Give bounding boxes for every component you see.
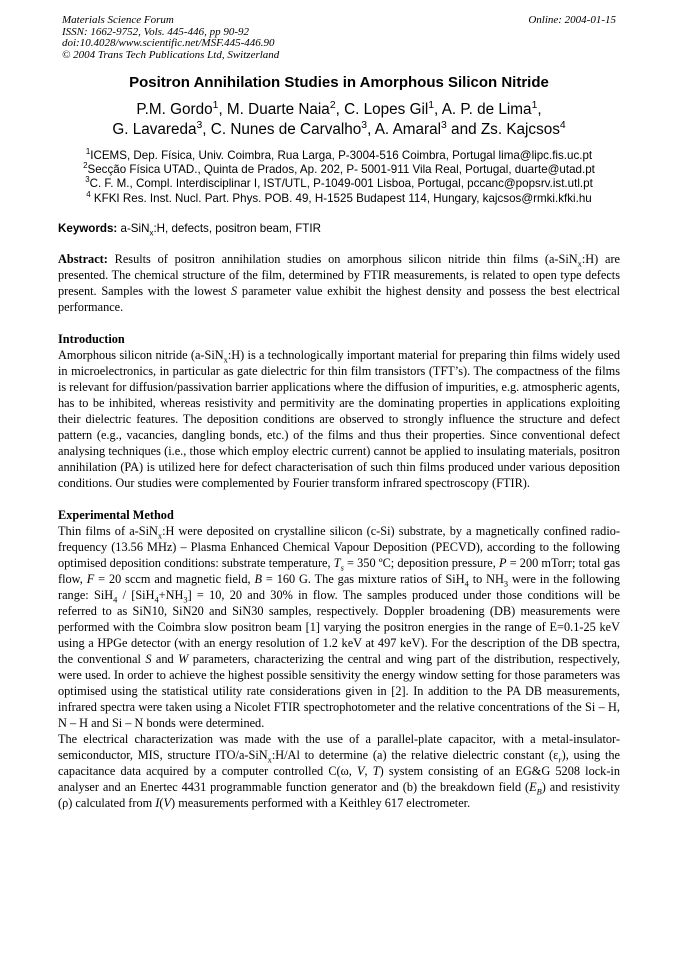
paragraph-text: ( [159,796,164,810]
journal-name: Materials Science Forum [62,14,174,26]
symbol-w-parameter: W [178,652,189,666]
paragraph-text: = 20 sccm and magnetic field, [94,572,255,586]
paragraph-text: parameters, characterizing the central and wing part of the distribution, respectively, were used. In order to achieve the highest possible sensitivity the energy window setting for those parameters was optimised using the statistical utility rate considerations given in [2]. In addition to the PA DB measurements, infrared spectra were taken using a Nicolet FTIR spectrophotometer and the relative concentrations of the Si – H, N – H and Si – N bonds were determined. [58,652,621,730]
abstract-text: Results of positron annihilation studies on amorphous silicon nitride thin films (a-SiN [107,252,578,266]
affiliation-item [0,163,678,177]
author-name: , C. Lopes Gil [335,101,429,118]
paragraph-text: Amorphous silicon nitride (a-SiN [58,348,224,362]
author-name: , C. Nunes de Carvalho [202,121,362,138]
author-name: , A. Amaral [367,121,442,138]
affiliation-mark: 1 [85,147,91,157]
section-heading-experimental: Experimental Method [58,508,174,522]
paragraph-text: to NH [468,572,504,586]
paragraph-text: / [SiH [117,588,155,602]
affiliation-text: Secção Física UTAD., Quinta de Prados, Ap. 202, P- 5001-911 Vila Real, Portugal, duarte@utad.pt [87,163,595,177]
symbol-current: I [155,796,160,810]
symbol-temperature: T [372,764,380,778]
paragraph-text: were in the following range: SiH [58,572,620,602]
affiliation-text: KFKI Res. Inst. Nucl. Part. Phys. POB. 49, H-1525 Budapest 114, Hungary, kajcsos@rmki.kfki.hu [90,191,592,205]
affiliation-mark: 3 [85,175,90,185]
symbol-gas-flow: F [86,572,95,586]
paragraph-subscript: x [267,755,272,765]
paragraph-text: ] = 10, 20 and 30% in flow. The samples produced under those conditions will be referred to as SiN10, SiN20 and SiN30 samples, respectively. Doppler broadening (DB) measurements were performed with the Coimbra slow positron beam [1] varying the positron energies in the range of E=0.1-25 keV using a HPGe detector (with an energy resolution of 1.2 keV at 497 keV). For the description of the DB spectra, the conventional [58,588,621,666]
symbol-s-parameter: S [145,652,152,666]
author-affiliation-mark: 4 [559,119,566,131]
abstract-label: Abstract: [58,252,108,266]
author-affiliation-mark: 3 [441,119,447,131]
symbol-breakdown-field: E [529,780,537,794]
paragraph-text: ) and resistivity (ρ) calculated from [58,780,620,810]
author-affiliation-mark: 2 [329,99,336,111]
paragraph-subscript: 4 [464,579,469,589]
keywords-text: :H, defects, positron beam, FTIR [153,222,321,235]
abstract [58,251,620,315]
affiliation-item [0,177,678,191]
journal-doi: doi:10.4028/www.scientific.net/MSF.445-446.90 [62,37,275,49]
introduction-paragraph [58,347,620,491]
paragraph-subscript: x [223,355,228,365]
author-affiliation-mark: 1 [531,99,538,111]
author-affiliation-mark: 3 [196,119,203,131]
paragraph-subscript: B [536,787,542,797]
affiliation-mark: 4 [86,189,91,199]
keywords-label: Keywords: [58,222,118,235]
symbol-voltage: V [356,764,365,778]
paragraph-text: The electrical characterization was made with the use of a parallel-plate capacitor, with a metal-insulator-semiconductor, MIS, structure ITO/a-SiN [58,732,620,762]
affiliation-text: C. F. M., Compl. Interdisciplinar I, IST/UTL, P-1049-001 Lisboa, Portugal, pccanc@popsrv.ist.utl.pt [89,177,593,191]
paragraph-text: = 350 ºC; deposition pressure, [343,556,500,570]
experimental-paragraph-1 [58,523,620,731]
abstract-symbol: S [231,284,238,298]
author-line-1 [0,100,678,120]
paragraph-text: +NH [158,588,184,602]
abstract-text: parameter value exhibit the highest density and possess the best electrical performance. [58,284,620,314]
paragraph-subscript: 4 [154,595,159,605]
author-affiliation-mark: 1 [428,99,435,111]
paragraph-text: , [364,764,373,778]
paragraph-text: :H) is a technologically important material for preparing thin films widely used in microelectronics, in particular as gate dielectric for thin film transistors (TFT’s). The compactness of the films is relevant for diffusion/passivation barrier applications where the diffusion of impurities, e.g. atmospheric agents, has to be inhibited, whereas resistivity and permitivity are the dominating properties in applications exploiting their dielectric features. The deposition conditions are observed to strongly influence the structure and defect pattern (e.g., vacancies, dangling bonds, etc.) of the films and thus their properties. Since conventional defect analysing techniques (i.e., those which employ electric current) cannot be applied to insulating materials, positron annihilation (PA) is utilized here for defect characterisation of such thin films produced under various deposition conditions. Our studies were complemented by Fourier transform infrared spectroscopy (FTIR). [58,348,621,490]
paragraph-text: = 200 mTorr; total gas flow, [58,556,620,586]
author-name: , A. P. de Lima [434,101,532,118]
affiliation-text: ICEMS, Dep. Física, Univ. Coimbra, Rua Larga, P-3004-516 Coimbra, Portugal lima@lipc.fis.uc.pt [90,149,593,162]
paragraph-subscript: x [157,531,163,541]
paragraph-text: :H were deposited on crystalline silicon (c-Si) substrate, by a magnetically confined radio-frequency (13.56 MHz) – Plasma Enhanced Chemical Vapour Deposition (PECVD), according to the following optimised deposition conditions: substrate temperature, [58,524,620,570]
paragraph-text: and [151,652,179,666]
author-affiliation-mark: 1 [212,99,219,111]
author-separator: , [537,101,542,118]
paragraph-text: ), using the capacitance data acquired by a computer controlled C(ω, [58,748,620,778]
paragraph-text: ) measurements performed with a Keithley 617 electrometer. [171,796,471,810]
paragraph-subscript: 4 [113,595,118,605]
author-name: P.M. Gordo [136,101,213,118]
symbol-voltage: V [163,796,172,810]
keywords-text: a-SiN [117,222,150,235]
keywords-subscript: x [149,228,154,238]
paragraph-text: ) system consisting of an EG&G 5208 lock-in analyser and an Enertec 4431 programmable function generator and (b) the breakdown field ( [58,764,620,794]
author-line-2 [0,120,678,140]
journal-header [62,15,616,61]
affiliation-item [0,189,678,206]
paper-title: Positron Annihilation Studies in Amorphous Silicon Nitride [129,74,549,91]
abstract-text: :H) are presented. The chemical structure of the film, determined by FTIR measurements, is related to open type defects present. Samples with the lowest [58,252,621,298]
author-name: and Zs. Kajcsos [446,121,560,138]
affiliation-list [0,149,678,206]
affiliation-item [0,149,678,163]
section-heading-introduction: Introduction [58,332,125,346]
symbol-magnetic-field: B [254,572,262,586]
paragraph-subscript: 3 [183,595,188,605]
paragraph-text: = 160 G. The gas mixture ratios of SiH [261,572,465,586]
paragraph-subscript: 3 [503,579,509,589]
journal-copyright: © 2004 Trans Tech Publications Ltd, Switzerland [62,48,280,61]
author-affiliation-mark: 3 [361,119,368,131]
abstract-subscript: x [577,259,582,269]
paper-body [58,251,620,811]
author-name: G. Lavareda [112,121,197,138]
keywords [58,222,620,236]
experimental-paragraph-2 [58,731,620,811]
symbol-pressure: P [499,556,507,570]
paragraph-text: :H/Al to determine (a) the relative dielectric constant (ε [271,748,559,762]
paragraph-subscript: r [558,755,562,765]
author-name: , M. Duarte Naia [218,101,330,118]
online-date: Online: 2004-01-15 [528,14,616,26]
journal-issn: ISSN: 1662-9752, Vols. 445-446, pp 90-92 [62,25,249,38]
author-list [0,100,678,140]
affiliation-mark: 2 [83,161,88,171]
paragraph-text: Thin films of a-SiN [58,524,158,538]
symbol-substrate-temperature: T [333,556,341,570]
paragraph-subscript: s [340,563,344,573]
